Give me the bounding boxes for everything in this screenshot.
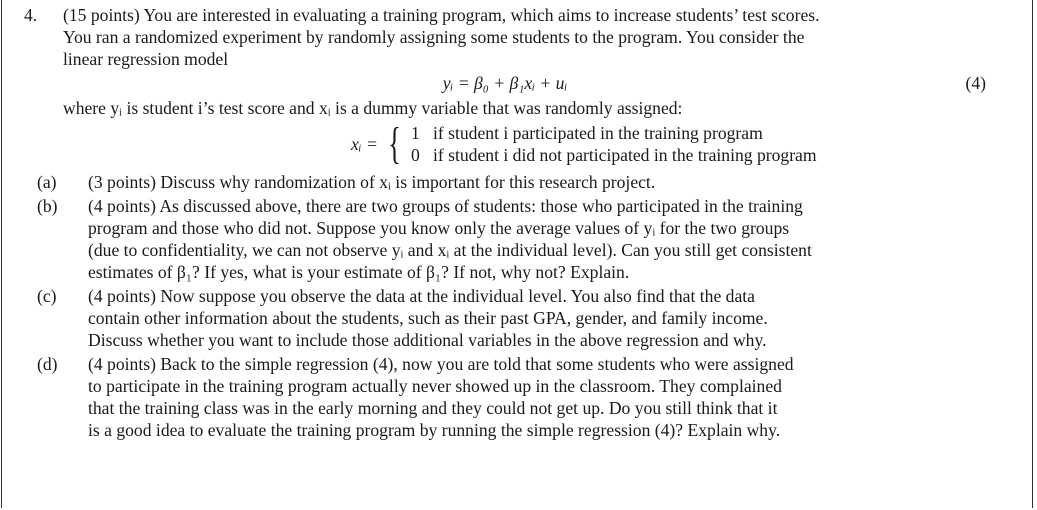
where-line: where yᵢ is student i’s test score and xᵢ is a dummy variable that was randomly assigned:: [63, 98, 683, 118]
case-condition: if student i did not participated in the training program: [433, 145, 817, 165]
part-line: to participate in the training program actually never showed up in the classroom. They complained: [88, 376, 782, 396]
sub-question-b: [24, 195, 986, 283]
part-label: (a): [37, 172, 57, 192]
sub-question-c: [24, 285, 986, 351]
equation-number: (4): [965, 73, 986, 93]
part-text: [88, 195, 986, 283]
sub-question-a: [24, 171, 986, 193]
problem-number: 4.: [24, 5, 38, 25]
part-line: (4 points) Back to the simple regression (4), now you are told that some students who were assigned: [88, 354, 794, 374]
intro-line: (15 points) You are interested in evaluating a training program, which aims to increase students’ test scores.: [63, 5, 820, 25]
problem-header: [24, 4, 986, 70]
case-value: 0: [411, 145, 420, 165]
case-value: 1: [411, 123, 420, 143]
part-line: program and those who did not. Suppose you know only the average values of yᵢ for the two groups: [88, 218, 790, 238]
part-line: contain other information about the students, such as their past GPA, gender, and family income.: [88, 308, 768, 328]
part-label: (d): [37, 354, 58, 374]
piecewise-cases: [411, 122, 817, 166]
part-line: Discuss whether you want to include those additional variables in the above regression and why.: [88, 330, 767, 350]
intro-line: linear regression model: [63, 49, 229, 69]
dummy-definition: [351, 121, 986, 167]
problem-4: [24, 4, 986, 441]
part-line: is a good idea to evaluate the training program by running the simple regression (4)? Explain why.: [88, 420, 781, 440]
part-label: (b): [37, 196, 58, 216]
part-line: (4 points) As discussed above, there are two groups of students: those who participated in the training: [88, 196, 803, 216]
part-line: (due to confidentiality, we can not observe yᵢ and xᵢ at the individual level). Can you still get consistent: [88, 240, 812, 260]
sub-question-d: [24, 353, 986, 441]
intro-line: You ran a randomized experiment by randomly assigning some students to the program. You consider the: [63, 27, 805, 47]
case-condition: if student i participated in the training program: [433, 123, 763, 143]
equation-text: yᵢ = β₀ + β₁xᵢ + uᵢ: [442, 73, 568, 93]
part-text: [88, 171, 986, 193]
part-text: [88, 353, 986, 441]
sub-questions: [24, 171, 986, 441]
regression-equation: [24, 71, 986, 97]
piecewise-lhs: xᵢ =: [351, 134, 378, 154]
part-line: estimates of β₁? If yes, what is your estimate of β₁? If not, why not? Explain.: [88, 262, 630, 282]
part-line: (3 points) Discuss why randomization of xᵢ is important for this research project.: [88, 172, 656, 192]
left-brace-icon: {: [388, 119, 401, 168]
part-line: that the training class was in the early morning and they could not get up. Do you still think that it: [88, 398, 778, 418]
problem-intro: [63, 4, 986, 70]
part-text: [88, 285, 986, 351]
part-label: (c): [37, 286, 57, 306]
part-line: (4 points) Now suppose you observe the data at the individual level. You also find that the data: [88, 286, 755, 306]
